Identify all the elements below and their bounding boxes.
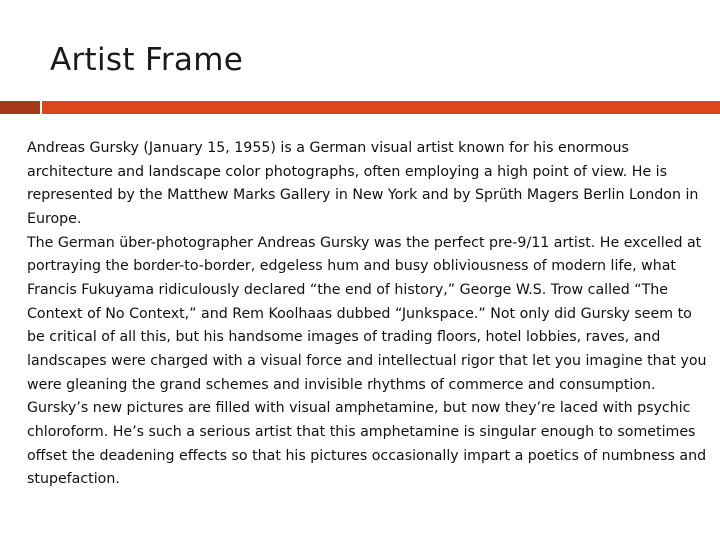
accent-bar-left-block xyxy=(0,101,40,114)
slide-title: Artist Frame xyxy=(50,42,244,78)
accent-bar xyxy=(0,101,720,114)
paragraph-bio: Andreas Gursky (January 15, 1955) is a German visual artist known for his enormous architecture and landscape color photographs, often employing a high point of view. He is represented by the Matthew Marks Gallery in New York and by Sprüth Magers Berlin London in Europe. xyxy=(27,140,699,227)
body-text xyxy=(27,137,712,492)
paragraph-critique: The German über-photographer Andreas Gursky was the perfect pre-9/11 artist. He excelled at portraying the border-to-border, edgeless hum and busy obliviousness of modern life, what Francis Fukuyama ridiculously declared “the end of history,” George W.S. Trow called “The Context of No Context,” and Rem Koolhaas dubbed “Junkspace.” Not only did Gursky seem to be critical of all this, but his handsome images of trading floors, hotel lobbies, raves, and landscapes were charged with a visual force and intellectual rigor that let you imagine that you were gleaning the grand schemes and invisible rhythms of commerce and consumption. Gursky’s new pictures are filled with visual amphetamine, but now they’re laced with psychic chloroform. He’s such a serious artist that this amphetamine is singular enough to sometimes offset the deadening effects so that his pictures occasionally impart a poetics of numbness and stupefaction. xyxy=(27,234,707,488)
accent-bar-right-block xyxy=(42,101,720,114)
